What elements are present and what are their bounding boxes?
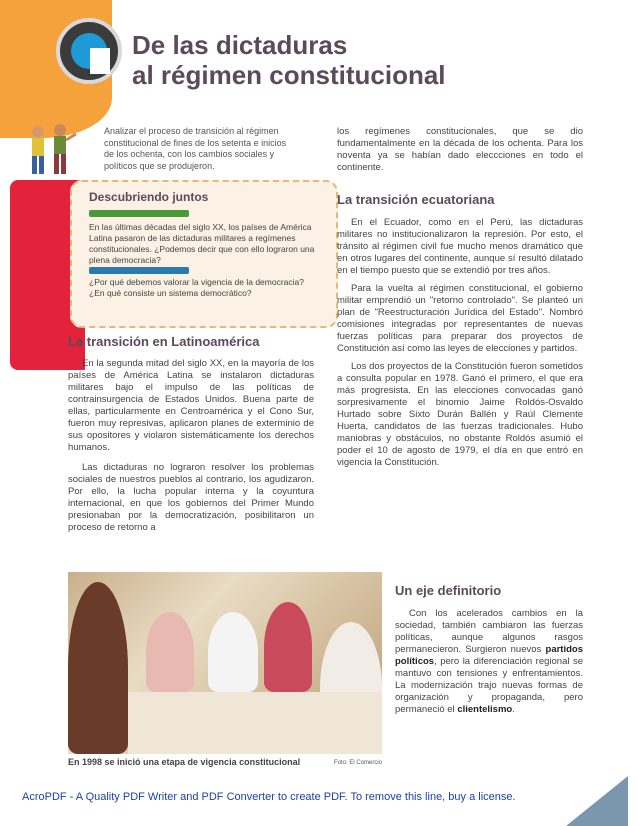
page-corner-decoration (566, 776, 628, 826)
left-paragraph-1: En la segunda mitad del siglo XX, en la mayoría de los países de América Latina se instalaron dictaduras militares bajo el impulso de las políticas de contrainsurgencia de Estados Unidos. Buena parte de ellas, particularmente en Centroamérica y el Cono Sur, fueron muy represivas, aplicaron planes de exterminio de sus opositores y violaron sistemáticamente los derechos humanos. (68, 358, 314, 453)
page-title (132, 30, 446, 90)
p4-text-b: , pero la diferenciación regional se mantuvo con tensiones y enfrentamientos. La modernización trajo nuevas formas de organización y propaganda, pero permaneció el (395, 656, 583, 715)
p4-text-a: Con los acelerados cambios en la sociedad, también cambiaron las fuerzas políticas, aunque algunos rasgos permanecieron. Surgieron nuevos (395, 608, 583, 655)
heading-eje-definitorio: Un eje definitorio (395, 583, 502, 598)
photo-caption: En 1998 se inició una etapa de vigencia constitucional (68, 757, 301, 767)
right-paragraph-3: Los dos proyectos de la Constitución fueron sometidos a consulta popular en 1978. Ganó el primero, el que era más progresista. En las elecciones convocadas ganó sorpresivamente el binomio Jaime Roldós-Osvaldo Hurtado sobre Sixto Durán Ballén y Raúl Clemente Huerta, candidatos de las fuerzas tradicionales. Hubo maniobras y obstáculos, no obstante Roldós asumió el poder el 10 de agosto de 1979, el día en que entró en vigencia la Constitución. (337, 361, 583, 468)
p4-text-c: . (512, 704, 515, 715)
photo-credit: Foto: El Comercio (334, 760, 383, 766)
page-corner-mark (566, 794, 582, 800)
discover-heading: Descubriendo juntos (89, 190, 209, 204)
title-line-1: De las dictaduras (132, 30, 348, 60)
discover-text (89, 222, 329, 299)
left-paragraph-2: Las dictaduras no lograron resolver los problemas sociales de nuestros pueblos al contrario, los agudizaron. Por ello, la lucha popular interna y la coyuntura internacional, en que los gobiernos del Primer Mundo presionaban por la democratización, posibilitaron un proceso de retorno a (68, 462, 314, 533)
acropdf-footer-text: AcroPDF - A Quality PDF Writer and PDF Converter to create PDF. To remove this line, buy a license. (22, 791, 516, 803)
green-highlight-bar (89, 210, 189, 217)
discover-box (70, 180, 338, 328)
page-badge-icon (56, 18, 122, 84)
right-paragraph-1: En el Ecuador, como en el Perú, las dictaduras militares no institucionalizaron la represión. Por esto, el tránsito al régimen civil fue mucho menos dramático que en otros lugares del continente, aunque sí resultó dilatado en el tiempo puesto que se extendió por tres años. (337, 217, 583, 276)
election-photo (68, 572, 382, 754)
title-line-2: al régimen constitucional (132, 60, 446, 90)
blue-highlight-bar (89, 267, 189, 274)
heading-ecuatoriana: La transición ecuatoriana (337, 192, 495, 207)
right-column (337, 126, 583, 469)
left-column (68, 358, 314, 534)
p4-bold-clientelismo: clientelismo (457, 704, 513, 715)
children-illustration-icon (26, 124, 78, 182)
discover-question-2: ¿En qué consiste un sistema democrático? (89, 288, 252, 298)
discover-question-1: ¿Por qué debemos valorar la vigencia de la democracia? (89, 277, 304, 287)
lesson-objective: Analizar el proceso de transición al régimen constitucional de fines de los setenta e inicios de los ochenta, con los cambios sociales y políticos que se produjeron. (104, 126, 287, 171)
p4-bold-partidos: partidos políticos (395, 644, 583, 667)
discover-text-1: En las últimas décadas del siglo XX, los países de América Latina pasaron de las dictaduras militares a regímenes constitucionales. ¿Podemos decir que con ello lograron una plena democracia? (89, 222, 315, 265)
right-intro: los regímenes constitucionales, que se dio fundamentalmente en la década de los ochenta. Para los noventa ya se habían dado eleccciones en todo el continente. (337, 126, 583, 173)
heading-latinoamerica: La transición en Latinoamérica (68, 334, 260, 349)
right-paragraph-2: Para la vuelta al régimen constitucional, el gobierno militar emprendió un "retorno controlado". Se planteó un plan de "Reestructuración Jurídica del Estado". Nombró comisiones integradas por representantes de nuevas fuerzas políticas para preparar dos proyectos de Constitución así como las leyes de elecciones y partidos. (337, 283, 583, 354)
right-paragraph-4 (395, 608, 583, 716)
